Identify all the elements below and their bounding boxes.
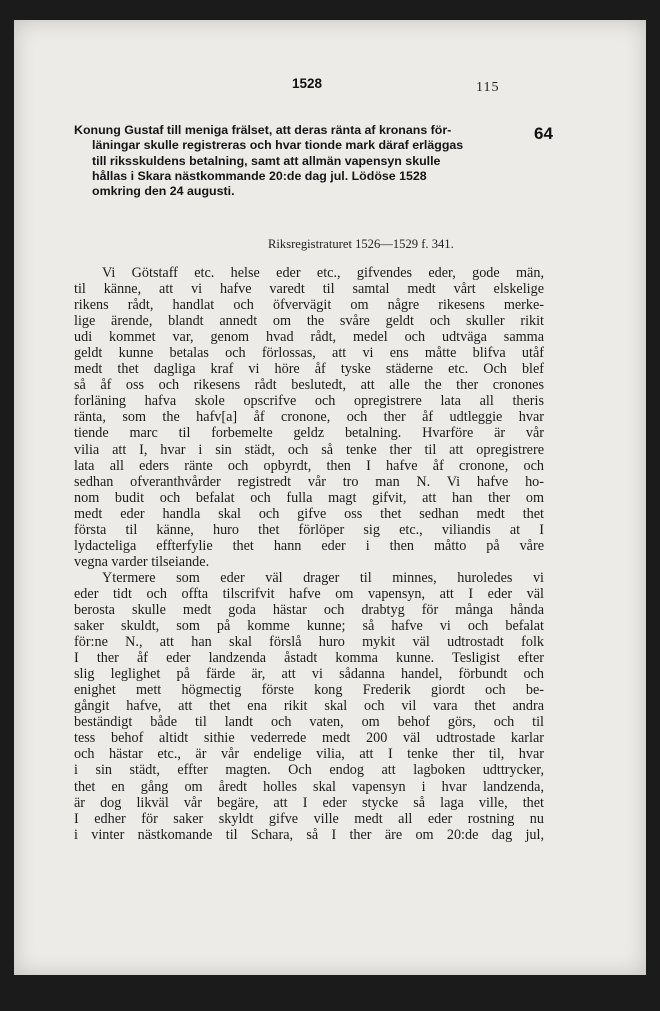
- body-line: ränta, som the hafv[a] åf cronone, och ther åf udtleggie hvar: [74, 409, 544, 426]
- body-line: enighet mett högmectig förste kong Frederik giordt och be-: [74, 682, 544, 699]
- body-line: nom budit och befalat och fulla magt gifvit, att han ther om: [74, 489, 544, 506]
- heading-line: hållas i Skara nästkommande 20:de dag jul. Lödöse 1528: [92, 168, 427, 183]
- body-line: sedhan ofveranthvårder registredt vår tro man N. Vi hafve ho-: [74, 473, 544, 490]
- document-number: 64: [534, 124, 553, 143]
- heading-line: till riksskuldens betalning, samt att allmän vapensyn skulle: [92, 153, 441, 168]
- body-line: tess behof altidt sithie vederrede medt 200 väl udtrostade karlar: [74, 730, 544, 747]
- body-line: medt eder handla skal och gifve oss thet sedhan medt thet: [74, 505, 544, 522]
- body-line: I edher för saker skyldt gifve ville medt all eder rostning nu: [74, 810, 544, 827]
- heading-line: omkring den 24 augusti.: [92, 184, 235, 199]
- body-line: Ytermere som eder väl drager til minnes, huroledes vi: [102, 569, 544, 586]
- body-line: första til känne, huro thet förlöper sig etc., viliandis at I: [74, 521, 544, 538]
- body-line: udi kommet var, genom hvad rådt, medel och udtväga samma: [74, 329, 544, 346]
- body-line: lydacteliga effterfylie thet hann eder i then måtto på våre: [74, 537, 544, 554]
- body-line: i vinter nästkomande til Schara, så I ther äre om 20:de dag jul,: [74, 826, 544, 843]
- body-line: thet en gång om åredt holles skal vapensyn i hvar landzenda,: [74, 778, 544, 795]
- heading-line: läningar skulle registreras och hvar tionde mark däraf erläggas: [92, 138, 464, 153]
- body-line: så åf oss och rikesens rådt beslutedt, att alle the ther cronones: [74, 377, 544, 394]
- body-line: tiende marc til forbemelte geldz betalning. Hvarföre är vår: [74, 425, 544, 442]
- body-line: vilia att I, hvar i sin städt, och så tenke ther til att opregistrere: [74, 441, 544, 458]
- body-line: vegna varder tilseiande.: [74, 553, 210, 570]
- body-line: Vi Götstaff etc. helse eder etc., gifvendes eder, gode män,: [102, 265, 544, 281]
- page-year: 1528: [291, 76, 323, 91]
- body-line: i sin städt, effter magten. Och endog att lagboken udttrycker,: [74, 762, 544, 779]
- body-line: medt thet dagliga kraf vi höre åf tyske städerne etc. Och blef: [74, 361, 544, 378]
- body-line: för:ne N., att han skal förslå huro mykit väl udtrostadt folk: [74, 634, 544, 651]
- body-line: lata all eders ränte och opbyrdt, then I hafve åf cronone, och: [74, 457, 544, 474]
- body-line: och hästar etc., är vår endelige vilia, att I tenke ther til, hvar: [74, 746, 544, 763]
- body-line: är dog likväl vår begäre, att I eder stycke så laga ville, thet: [74, 794, 544, 811]
- body-line: forläning hafva skole opscrifve och opregistrere lata all theris: [74, 393, 544, 410]
- body-line: lige ärende, blandt annedt om the svåre geldt och skuller rikit: [74, 313, 544, 330]
- body-line: gångit hafve, att thet ena rikit skal och vil vara thet andra: [74, 698, 544, 715]
- body-line: I ther åf eder landzenda åstadt komma kunne. Tesligist efter: [74, 650, 544, 667]
- letter-heading: [74, 123, 530, 199]
- body-line: beständigt både til landt och vaten, om behof görs, och til: [74, 714, 544, 731]
- body-line: eder tidt och offta tilscrifvit hafve om vapensyn, att I eder väl: [74, 585, 544, 602]
- body-line: saker skuldt, som på komme kunne; så hafve vi och befalat: [74, 618, 544, 635]
- document-page: [14, 20, 646, 975]
- body-line: berosta skulle medt goda hästar och drabtyg för många hånda: [74, 601, 544, 618]
- body-line: slig leglighet på färde är, att vi sådanna handel, förbundt och: [74, 666, 544, 683]
- source-reference: Riksregistraturet 1526—1529 f. 341.: [268, 237, 454, 251]
- body-line: til känne, att vi hafve varedt til samtal medt vårt elskelige: [74, 281, 544, 298]
- page-number: 115: [476, 80, 500, 95]
- letter-body: [74, 265, 544, 843]
- body-line: geldt kunne betalas och förlossas, att vi ens måtte blifva utåf: [74, 345, 544, 362]
- body-line: rikens rådt, handlat och öfvervägit om någre rikesens merke-: [74, 297, 544, 314]
- heading-line: Konung Gustaf till meniga frälset, att deras ränta af kronans för-: [74, 123, 452, 137]
